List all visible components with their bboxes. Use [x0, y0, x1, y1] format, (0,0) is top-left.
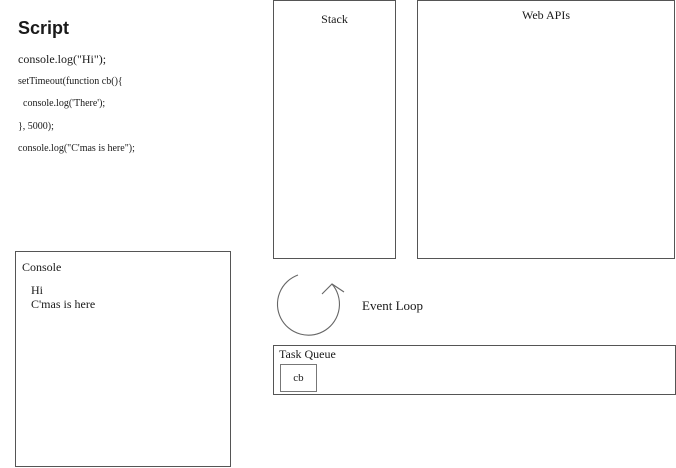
- web-apis-panel: [417, 0, 675, 259]
- script-line: console.log("C'mas is here");: [18, 143, 135, 154]
- task-queue-panel: [273, 345, 676, 395]
- console-panel: [15, 251, 231, 467]
- script-code: [18, 48, 135, 161]
- console-output: [31, 283, 95, 311]
- task-queue-item: cb: [280, 364, 317, 392]
- console-title: Console: [22, 260, 62, 274]
- console-line: Hi: [31, 283, 43, 297]
- script-line: console.log('There');: [18, 98, 106, 109]
- script-line: }, 5000);: [18, 120, 54, 132]
- script-line: console.log("Hi");: [18, 52, 107, 66]
- script-title: Script: [18, 18, 70, 38]
- stack-panel: [273, 0, 396, 259]
- circular-arrow-icon: [268, 268, 358, 340]
- event-loop-label: Event Loop: [362, 298, 424, 313]
- console-line: C'mas is here: [31, 297, 96, 311]
- script-line: setTimeout(function cb(){: [18, 75, 123, 87]
- stack-title: Stack: [321, 12, 348, 26]
- web-apis-title: Web APIs: [521, 8, 571, 22]
- task-queue-title: Task Queue: [279, 347, 336, 361]
